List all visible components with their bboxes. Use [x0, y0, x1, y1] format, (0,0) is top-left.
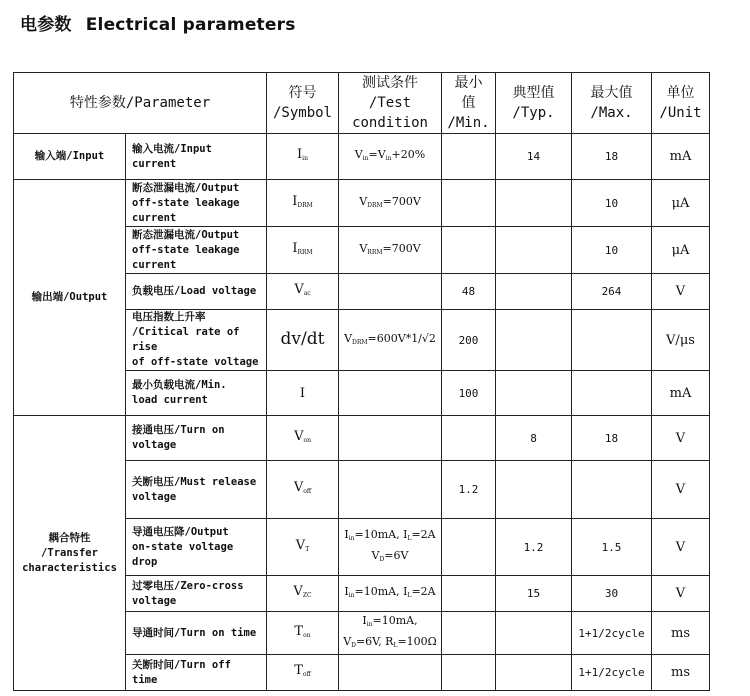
param-symbol: $V_{off}$	[267, 461, 339, 519]
param-desc: 接通电压/Turn on voltage	[126, 416, 267, 461]
header-unit: 单位 /Unit	[652, 73, 710, 134]
param-symbol: $V_{ZC}$	[267, 576, 339, 612]
param-symbol: $V_{ac}$	[267, 274, 339, 310]
group-transfer: 耦合特性 /Transfer characteristics	[14, 416, 126, 691]
param-desc: 过零电压/Zero-cross voltage	[126, 576, 267, 612]
param-typ	[496, 612, 572, 655]
param-symbol: $V_T$	[267, 519, 339, 576]
param-max	[572, 461, 652, 519]
param-max: 1.5	[572, 519, 652, 576]
param-typ: 14	[496, 134, 572, 180]
param-unit: ms	[652, 655, 710, 691]
param-min: 200	[442, 310, 496, 371]
param-unit: mA	[652, 371, 710, 416]
header-test-condition: 测试条件 /Test condition	[339, 73, 442, 134]
electrical-parameters-table	[13, 72, 710, 691]
section-title-en: Electrical parameters	[85, 15, 296, 35]
param-max: 10	[572, 180, 652, 227]
param-typ	[496, 371, 572, 416]
param-symbol: $T_{on}$	[267, 612, 339, 655]
param-min	[442, 612, 496, 655]
param-condition	[339, 416, 442, 461]
header-parameter: 特性参数/Parameter	[14, 73, 267, 134]
param-typ: 1.2	[496, 519, 572, 576]
header-symbol: 符号 /Symbol	[267, 73, 339, 134]
param-desc: 电压指数上升率 /Critical rate of rise of off-state voltage	[126, 310, 267, 371]
param-max: 1+1/2cycle	[572, 655, 652, 691]
param-condition: $I_{in}=10mA$, $I_L=2A$	[339, 576, 442, 612]
param-typ	[496, 461, 572, 519]
param-max	[572, 371, 652, 416]
param-symbol: $I_{RRM}$	[267, 227, 339, 274]
param-condition	[339, 461, 442, 519]
param-unit: V/μs	[652, 310, 710, 371]
param-desc: 断态泄漏电流/Output off-state leakage current	[126, 180, 267, 227]
param-desc: 最小负载电流/Min. load current	[126, 371, 267, 416]
param-min: 1.2	[442, 461, 496, 519]
param-symbol: $T_{off}$	[267, 655, 339, 691]
param-condition: $V_{DRM}=700V$	[339, 180, 442, 227]
param-unit: V	[652, 576, 710, 612]
table-row	[14, 134, 710, 180]
param-min	[442, 227, 496, 274]
param-min: 48	[442, 274, 496, 310]
section-title	[20, 10, 296, 35]
param-typ: 8	[496, 416, 572, 461]
param-desc: 关断电压/Must release voltage	[126, 461, 267, 519]
param-desc: 负载电压/Load voltage	[126, 274, 267, 310]
header-min: 最小 值 /Min.	[442, 73, 496, 134]
param-min: 100	[442, 371, 496, 416]
param-unit: ms	[652, 612, 710, 655]
param-max: 18	[572, 416, 652, 461]
param-unit: V	[652, 416, 710, 461]
param-typ: 15	[496, 576, 572, 612]
param-condition	[339, 274, 442, 310]
param-min	[442, 180, 496, 227]
param-desc: 导通时间/Turn on time	[126, 612, 267, 655]
param-max: 1+1/2cycle	[572, 612, 652, 655]
param-unit: V	[652, 461, 710, 519]
param-max: 30	[572, 576, 652, 612]
param-symbol: $I_{in}$	[267, 134, 339, 180]
table-row	[14, 180, 710, 227]
param-min	[442, 655, 496, 691]
param-max: 10	[572, 227, 652, 274]
param-min	[442, 519, 496, 576]
param-condition	[339, 655, 442, 691]
param-typ	[496, 274, 572, 310]
group-input: 输入端/Input	[14, 134, 126, 180]
param-condition: $I_{in}=10mA$, $I_L=2A$ $V_D=6V$	[339, 519, 442, 576]
header-typ: 典型值 /Typ.	[496, 73, 572, 134]
param-typ	[496, 227, 572, 274]
param-max: 264	[572, 274, 652, 310]
param-condition	[339, 371, 442, 416]
param-typ	[496, 180, 572, 227]
param-symbol: $V_{on}$	[267, 416, 339, 461]
param-condition: $V_{in}=V_{in}+20\%$	[339, 134, 442, 180]
header-max: 最大值 /Max.	[572, 73, 652, 134]
param-min	[442, 416, 496, 461]
param-symbol: I	[267, 371, 339, 416]
param-desc: 输入电流/Input current	[126, 134, 267, 180]
section-title-cn: 电参数	[20, 15, 72, 35]
param-min	[442, 576, 496, 612]
param-symbol: dv/dt	[267, 310, 339, 371]
param-unit: mA	[652, 134, 710, 180]
param-unit: μA	[652, 227, 710, 274]
param-typ	[496, 655, 572, 691]
param-condition: $V_{DRM}=600V*1/√2$	[339, 310, 442, 371]
param-typ	[496, 310, 572, 371]
param-condition: $V_{RRM}=700V$	[339, 227, 442, 274]
group-output: 输出端/Output	[14, 180, 126, 416]
param-desc: 断态泄漏电流/Output off-state leakage current	[126, 227, 267, 274]
param-desc: 关断时间/Turn off time	[126, 655, 267, 691]
param-condition: $I_{in}=10mA$, $V_D=6V$, $R_L=100\Omega$	[339, 612, 442, 655]
param-min	[442, 134, 496, 180]
param-unit: V	[652, 274, 710, 310]
param-unit: V	[652, 519, 710, 576]
param-desc: 导通电压降/Output on-state voltage drop	[126, 519, 267, 576]
table-header-row	[14, 73, 710, 134]
table-row	[14, 416, 710, 461]
param-max	[572, 310, 652, 371]
param-symbol: $I_{DRM}$	[267, 180, 339, 227]
param-unit: μA	[652, 180, 710, 227]
param-max: 18	[572, 134, 652, 180]
